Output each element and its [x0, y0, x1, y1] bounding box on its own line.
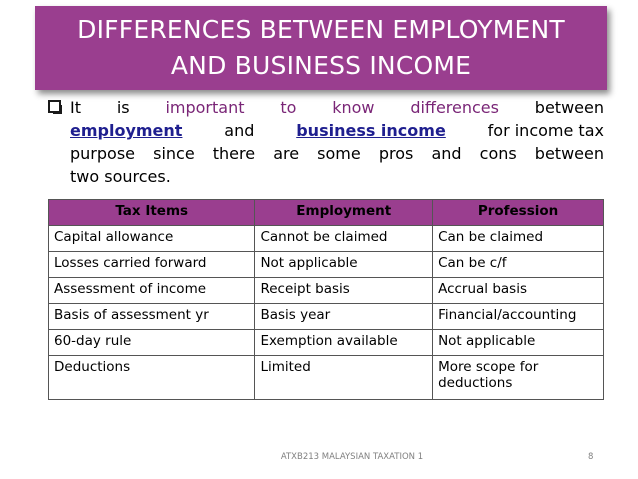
checkbox-bullet-icon: [48, 100, 61, 113]
word-know: know: [332, 98, 375, 117]
word-important: important: [165, 98, 245, 117]
table-row: [49, 304, 604, 330]
table-cell: Limited: [255, 356, 433, 400]
word-differences: differences: [410, 98, 499, 117]
table-cell: Not applicable: [255, 252, 433, 278]
bullet-line-2-rest: for income tax: [487, 121, 604, 140]
comparison-table: [48, 199, 604, 400]
table-cell: Capital allowance: [49, 226, 255, 252]
table-cell: Cannot be claimed: [255, 226, 433, 252]
table-cell: Financial/accounting: [433, 304, 604, 330]
table-cell: More scope for deductions: [433, 356, 604, 400]
table-cell: Can be claimed: [433, 226, 604, 252]
word-to: to: [280, 98, 297, 117]
slide-title: [35, 6, 607, 90]
table-cell: Can be c/f: [433, 252, 604, 278]
word-and: and: [224, 121, 255, 140]
table-cell: Receipt basis: [255, 278, 433, 304]
table-cell: Accrual basis: [433, 278, 604, 304]
word-between: between: [534, 98, 604, 117]
slide-title-line-2: AND BUSINESS INCOME: [170, 51, 472, 80]
table-cell: Exemption available: [255, 330, 433, 356]
table-cell: Basis of assessment yr: [49, 304, 255, 330]
table-cell: Basis year: [255, 304, 433, 330]
bullet-paragraph: [48, 96, 604, 188]
table-cell: Losses carried forward: [49, 252, 255, 278]
table-cell: Assessment of income: [49, 278, 255, 304]
header-tax-items: Tax Items: [49, 200, 255, 226]
slide-title-line-1: DIFFERENCES BETWEEN EMPLOYMENT: [77, 15, 565, 44]
table-header-row: [49, 200, 604, 226]
employment-link[interactable]: employment: [70, 121, 183, 140]
header-profession: Profession: [433, 200, 604, 226]
header-employment: Employment: [255, 200, 433, 226]
table-row: [49, 252, 604, 278]
word-it: It: [70, 98, 81, 117]
business-income-link[interactable]: business income: [296, 121, 446, 140]
table-cell: Not applicable: [433, 330, 604, 356]
footer-course-name: ATXB213 MALAYSIAN TAXATION 1: [280, 452, 424, 462]
table-cell: Deductions: [49, 356, 255, 400]
table-cell: 60-day rule: [49, 330, 255, 356]
table-row: [49, 330, 604, 356]
table-row: [49, 278, 604, 304]
bullet-line-3: purpose since there are some pros and cons between: [70, 144, 604, 163]
bullet-line-4: two sources.: [70, 167, 171, 186]
bullet-line-1: [70, 96, 604, 119]
bullet-line-2: [70, 119, 604, 142]
page-number: 8: [588, 452, 594, 462]
table-row: [49, 226, 604, 252]
word-is: is: [116, 98, 130, 117]
table-row: [49, 356, 604, 400]
